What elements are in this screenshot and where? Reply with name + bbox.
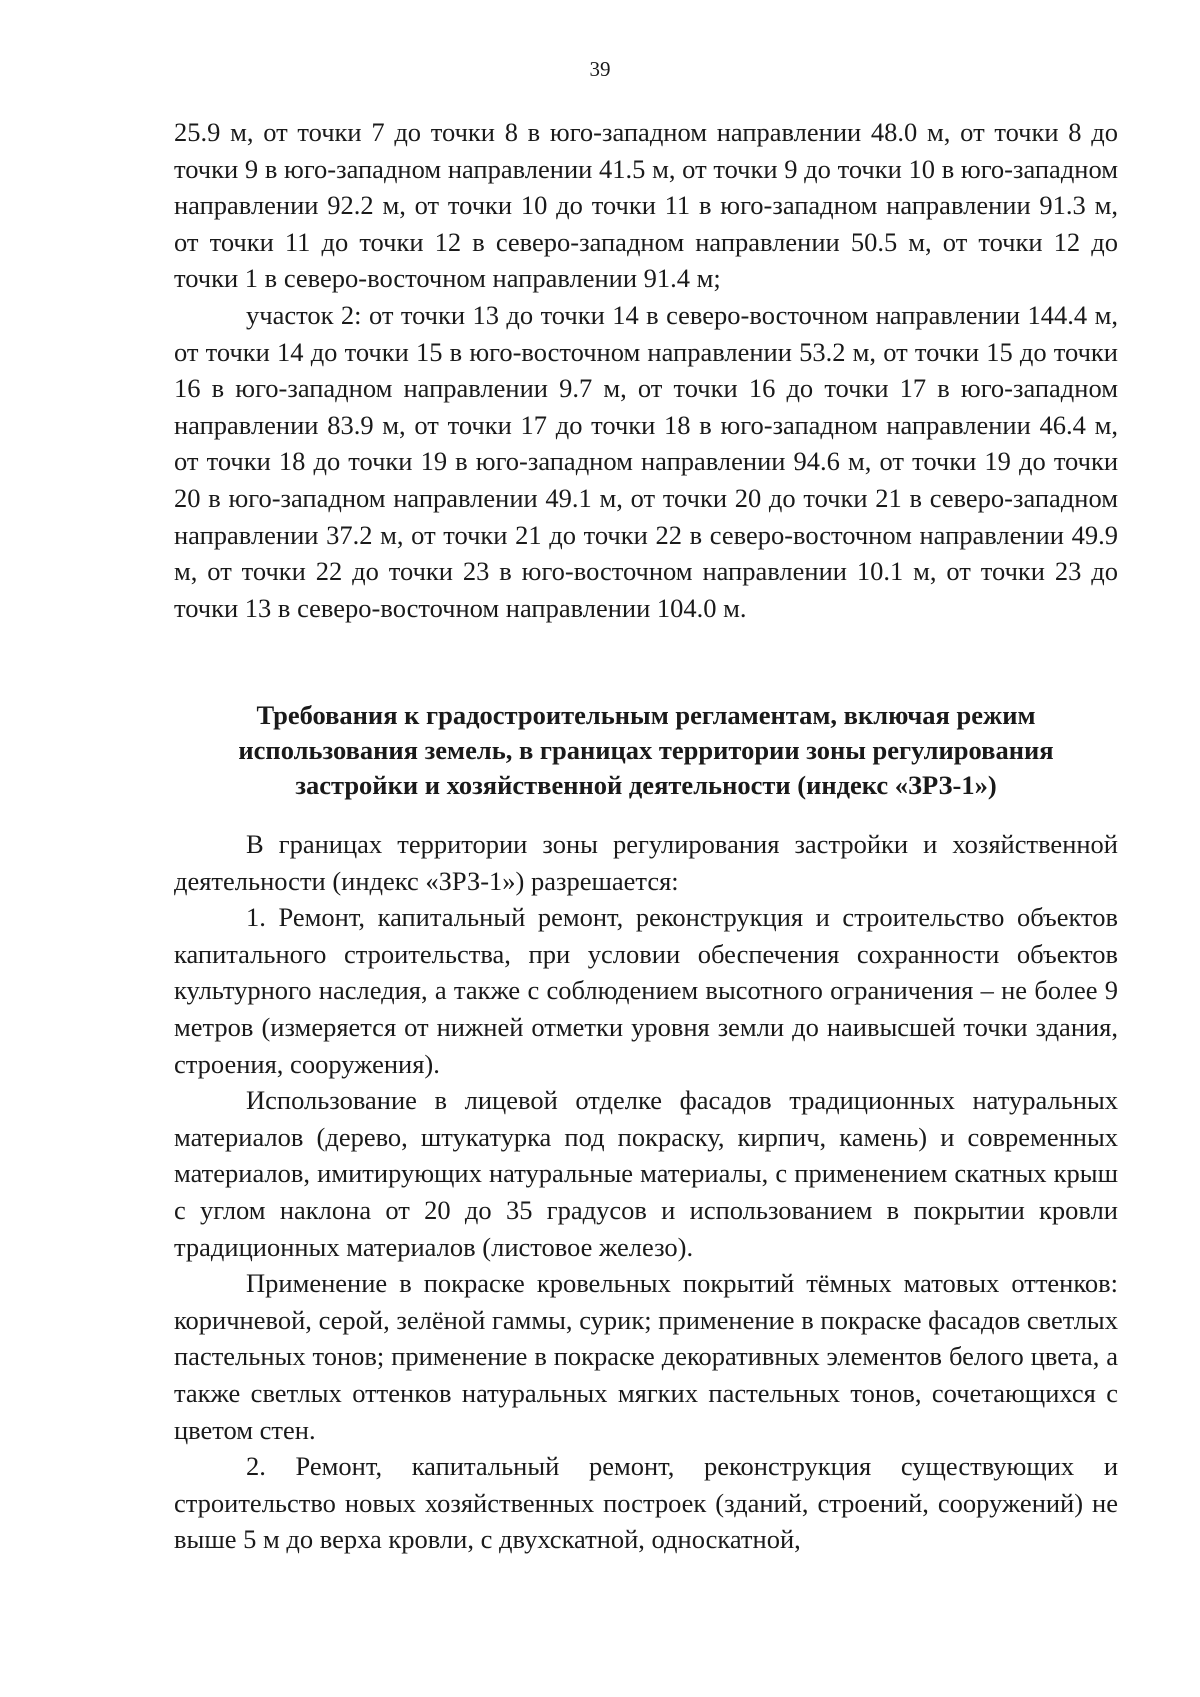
paragraph-intro: В границах территории зоны регулирования застройки и хозяйственной деятельности (индекс «ЗРЗ-1») разрешается: [174, 829, 1118, 896]
page-number: 39 [589, 57, 611, 81]
paragraph-colors: Применение в покраске кровельных покрытий тёмных матовых оттенков: коричневой, серой, зелёной гаммы, сурик; применение в покраске фасадов светлых пастельных тонов; применение в покраске декоративных элементов белого цвета, а также светлых оттенков натуральных мягких пастельных тонов, сочетающихся с цветом стен. [174, 1268, 1118, 1445]
top-text-block [174, 114, 1118, 626]
heading-line: застройки и хозяйственной деятельности (индекс «ЗРЗ-1») [295, 770, 997, 800]
paragraph-plot-2: участок 2: от точки 13 до точки 14 в северо-восточном направлении 144.4 м, от точки 14 до точки 15 в юго-восточном направлении 53.2 м, от точки 15 до точки 16 в юго-западном направлении 9.7 м, от точки 16 до точки 17 в юго-западном направлении 83.9 м, от точки 17 до точки 18 в юго-западном направлении 46.4 м, от точки 18 до точки 19 в юго-западном направлении 94.6 м, от точки 19 до точки 20 в юго-западном направлении 49.1 м, от точки 20 до точки 21 в северо-западном направлении 37.2 м, от точки 21 до точки 22 в северо-восточном направлении 49.9 м, от точки 22 до точки 23 в юго-восточном направлении 10.1 м, от точки 23 до точки 13 в северо-восточном направлении 104.0 м. [174, 299, 1118, 623]
heading-line: Требования к градостроительным регламентам, включая режим [256, 700, 1036, 730]
heading-line: использования земель, в границах территории зоны регулирования [238, 735, 1054, 765]
paragraph-item-1: 1. Ремонт, капитальный ремонт, реконструкция и строительство объектов капитального строительства, при условии обеспечения сохранности объектов культурного наследия, а также с соблюдением высотного ограничения – не более 9 метров (измеряется от нижней отметки уровня земли до наивысшей точки здания, строения, сооружения). [174, 902, 1118, 1079]
section-heading [174, 698, 1118, 803]
paragraph-continuation: 25.9 м, от точки 7 до точки 8 в юго-западном направлении 48.0 м, от точки 8 до точки 9 в юго-западном направлении 41.5 м, от точки 9 до точки 10 в юго-западном направлении 92.2 м, от точки 10 до точки 11 в юго-западном направлении 91.3 м, от точки 11 до точки 12 в северо-западном направлении 50.5 м, от точки 12 до точки 1 в северо-восточном направлении 91.4 м; [174, 117, 1118, 294]
paragraph-materials: Использование в лицевой отделке фасадов традиционных натуральных материалов (дерево, штукатурка под покраску, кирпич, камень) и современных материалов, имитирующих натуральные материалы, с применением скатных крыш с углом наклона от 20 до 35 градусов и использованием в покрытии кровли традиционных материалов (листовое железо). [174, 1085, 1118, 1262]
main-text-block [174, 826, 1118, 1558]
paragraph-item-2: 2. Ремонт, капитальный ремонт, реконструкция существующих и строительство новых хозяйственных построек (зданий, строений, сооружений) не выше 5 м до верха кровли, с двухскатной, односкатной, [174, 1451, 1118, 1555]
